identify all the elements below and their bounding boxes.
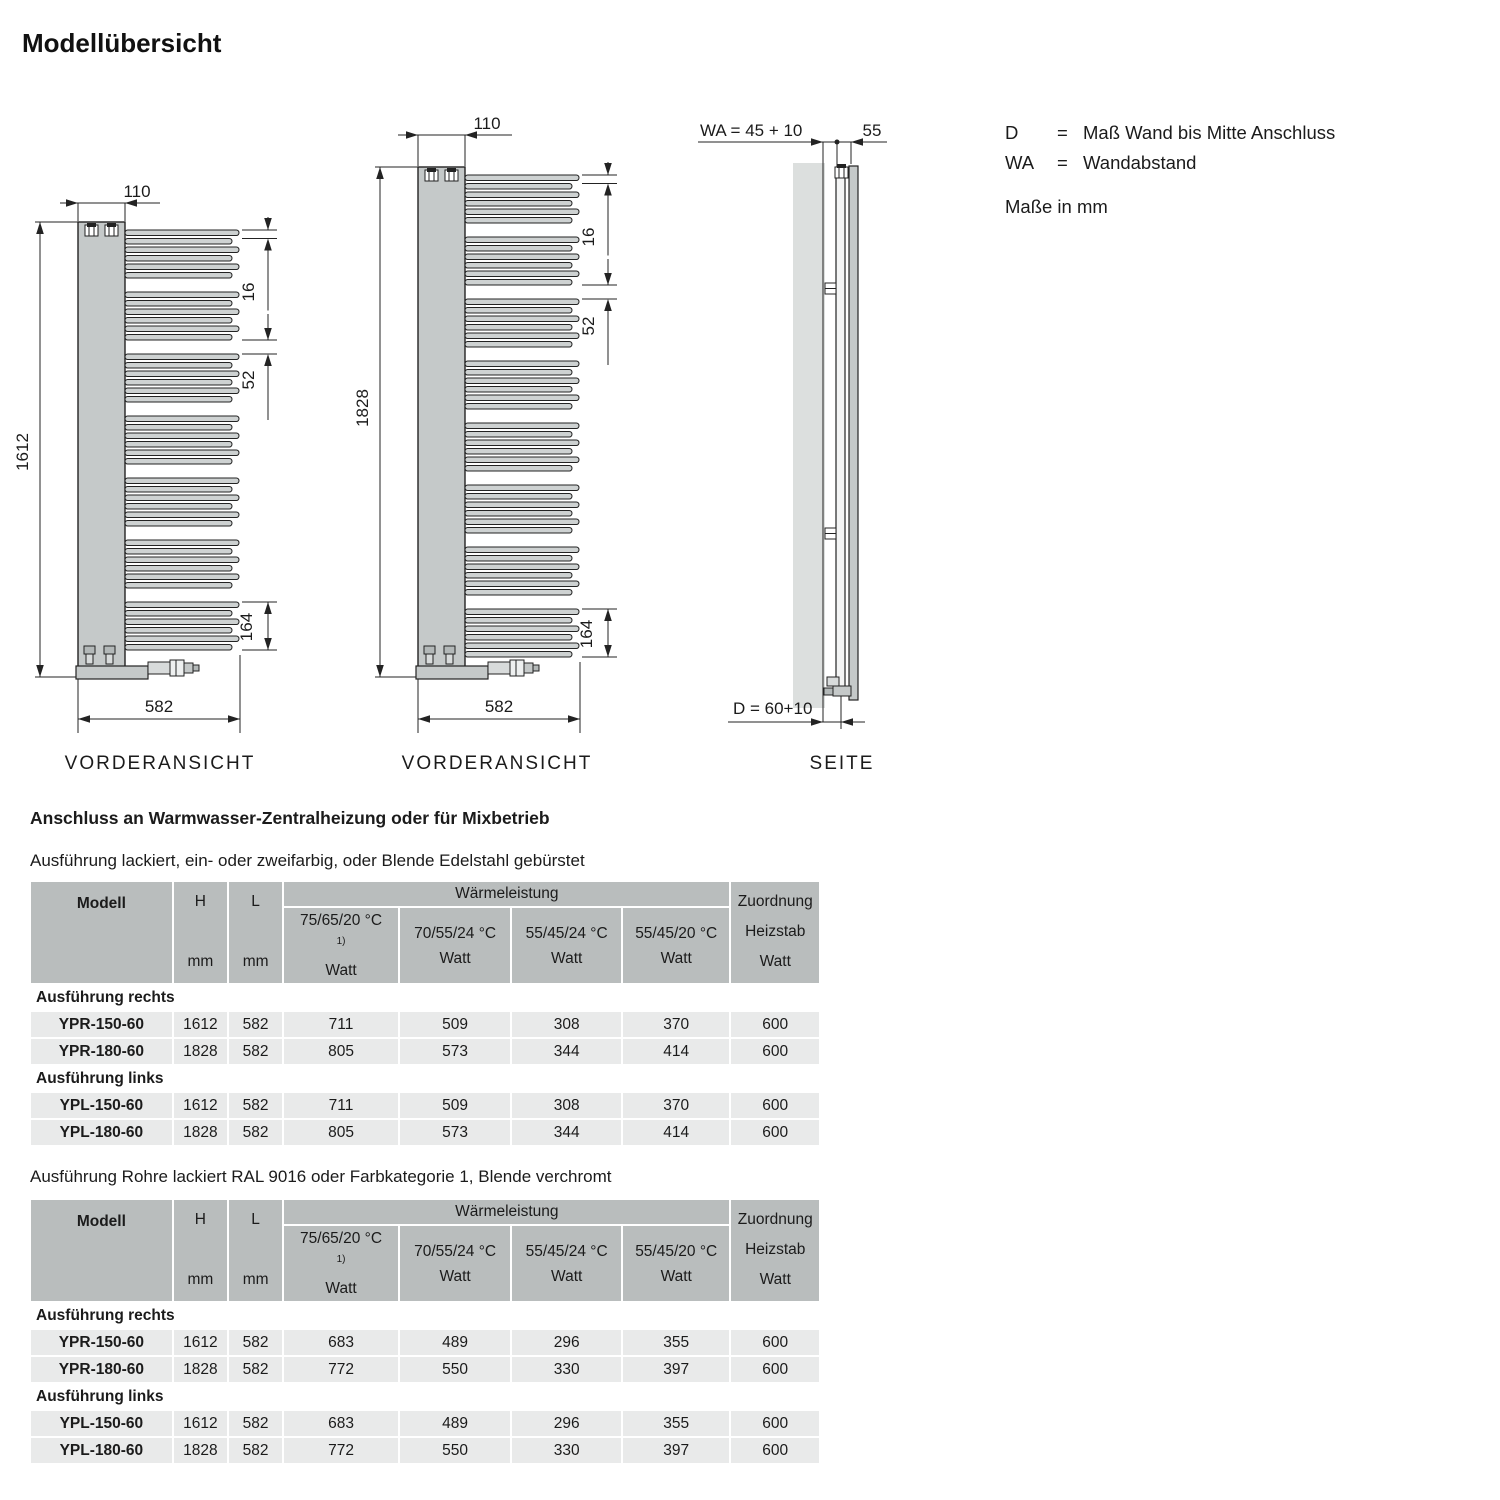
header-temp-75-65-20: 75/65/20 °C $^{1)}$ Watt	[284, 1226, 398, 1301]
side-dim-wall-distance: WA = 45 + 10	[700, 121, 803, 140]
value-cell: 600	[731, 1012, 819, 1037]
value-cell: 1612	[174, 1411, 227, 1436]
front1-dim-group-gap: 52	[239, 370, 258, 390]
value-cell: 600	[731, 1357, 819, 1382]
value-cell: 397	[623, 1438, 730, 1463]
value-cell: 582	[229, 1330, 282, 1355]
header-model: Modell	[31, 882, 172, 983]
value-cell: 330	[512, 1438, 621, 1463]
front2-dim-bottom-width: 582	[484, 697, 514, 716]
value-cell: 1828	[174, 1438, 227, 1463]
legend-definition: Maß Wand bis Mitte Anschluss	[1083, 122, 1336, 143]
value-cell: 582	[229, 1411, 282, 1436]
model-cell: YPL-180-60	[31, 1120, 172, 1145]
front2-dim-tube-gap: 16	[579, 227, 598, 247]
header-height: H mm	[174, 1200, 227, 1301]
value-cell: 772	[284, 1438, 398, 1463]
value-cell: 772	[284, 1357, 398, 1382]
value-cell: 296	[512, 1330, 621, 1355]
value-cell: 711	[284, 1093, 398, 1118]
table-row	[31, 1093, 819, 1118]
front2-dim-group-gap: 52	[579, 316, 598, 336]
model-cell: YPR-180-60	[31, 1039, 172, 1064]
table-section-row	[31, 1066, 819, 1091]
front2-dim-height: 1828	[353, 389, 372, 427]
model-cell: YPL-150-60	[31, 1093, 172, 1118]
value-cell: 805	[284, 1039, 398, 1064]
value-cell: 1612	[174, 1330, 227, 1355]
footnote-marker: 1)	[336, 935, 346, 947]
value-cell: 1612	[174, 1093, 227, 1118]
value-cell: 397	[623, 1357, 730, 1382]
model-cell: YPL-180-60	[31, 1438, 172, 1463]
model-cell: YPR-180-60	[31, 1357, 172, 1382]
value-cell: 308	[512, 1093, 621, 1118]
value-cell: 600	[731, 1093, 819, 1118]
table-row	[31, 1120, 819, 1145]
header-assignment: Zuordnung Heizstab Watt	[731, 1200, 819, 1301]
value-cell: 489	[400, 1411, 511, 1436]
technical-drawings	[0, 0, 1000, 800]
spec-table-verchromt	[29, 1198, 821, 1465]
page-title: Modellübersicht	[22, 28, 222, 58]
side-view-label: SEITE	[809, 753, 875, 774]
header-temp-70-55-24: 70/55/24 °C Watt	[400, 908, 511, 983]
value-cell: 344	[512, 1120, 621, 1145]
header-temp-55-45-24: 55/45/24 °C Watt	[512, 1226, 621, 1301]
value-cell: 489	[400, 1330, 511, 1355]
value-cell: 509	[400, 1012, 511, 1037]
section-label: Ausführung rechts	[31, 985, 819, 1010]
table-header	[31, 882, 819, 983]
value-cell: 711	[284, 1012, 398, 1037]
value-cell: 600	[731, 1411, 819, 1436]
header-temp-55-45-20: 55/45/20 °C Watt	[623, 1226, 730, 1301]
model-cell: YPR-150-60	[31, 1330, 172, 1355]
front1-dim-top-width: 110	[123, 182, 151, 201]
value-cell: 1828	[174, 1357, 227, 1382]
front1-dim-bottom-width: 582	[144, 697, 174, 716]
table-row	[31, 1438, 819, 1463]
front2-view-label: VORDERANSICHT	[401, 753, 593, 774]
footnote-marker: 1)	[336, 1253, 346, 1265]
value-cell: 355	[623, 1330, 730, 1355]
header-performance: Wärmeleistung	[284, 1200, 729, 1224]
value-cell: 308	[512, 1012, 621, 1037]
value-cell: 414	[623, 1039, 730, 1064]
header-height: H mm	[174, 882, 227, 983]
table-section-row	[31, 1384, 819, 1409]
table-row	[31, 1357, 819, 1382]
value-cell: 296	[512, 1411, 621, 1436]
legend-row-d	[1005, 122, 1335, 144]
legend	[1005, 122, 1335, 218]
value-cell: 330	[512, 1357, 621, 1382]
legend-term: WA	[1005, 152, 1035, 173]
drawing-geometry	[35, 131, 887, 733]
value-cell: 573	[400, 1120, 511, 1145]
value-cell: 582	[229, 1120, 282, 1145]
section-label: Ausführung links	[31, 1384, 819, 1409]
table-header	[31, 1200, 819, 1301]
header-length: L mm	[229, 882, 282, 983]
table-section-row	[31, 1303, 819, 1328]
section-label: Ausführung links	[31, 1066, 819, 1091]
value-cell: 582	[229, 1357, 282, 1382]
value-cell: 582	[229, 1438, 282, 1463]
value-cell: 355	[623, 1411, 730, 1436]
front1-dim-height: 1612	[13, 433, 32, 471]
value-cell: 1828	[174, 1039, 227, 1064]
section-label: Ausführung rechts	[31, 1303, 819, 1328]
value-cell: 370	[623, 1093, 730, 1118]
side-dim-depth: 55	[862, 121, 882, 140]
table2-caption: Ausführung Rohre lackiert RAL 9016 oder Farbkategorie 1, Blende verchromt	[30, 1167, 612, 1186]
value-cell: 600	[731, 1120, 819, 1145]
value-cell: 550	[400, 1357, 511, 1382]
table-body	[31, 1303, 819, 1463]
table-body	[31, 985, 819, 1145]
header-length: L mm	[229, 1200, 282, 1301]
table-row	[31, 1012, 819, 1037]
front1-dim-bottom-group: 164	[237, 612, 256, 642]
value-cell: 573	[400, 1039, 511, 1064]
units-note: Maße in mm	[1005, 196, 1108, 217]
value-cell: 600	[731, 1039, 819, 1064]
front2-dim-top-width: 110	[473, 114, 501, 133]
legend-term: D	[1005, 122, 1019, 143]
table-row	[31, 1330, 819, 1355]
side-dim-connection: D = 60+10	[733, 699, 813, 718]
value-cell: 683	[284, 1330, 398, 1355]
value-cell: 582	[229, 1012, 282, 1037]
value-cell: 1828	[174, 1120, 227, 1145]
model-cell: YPR-150-60	[31, 1012, 172, 1037]
value-cell: 344	[512, 1039, 621, 1064]
legend-row-wa	[1005, 152, 1335, 174]
front1-view-label: VORDERANSICHT	[64, 753, 256, 774]
header-assignment: Zuordnung Heizstab Watt	[731, 882, 819, 983]
header-temp-70-55-24: 70/55/24 °C Watt	[400, 1226, 511, 1301]
value-cell: 414	[623, 1120, 730, 1145]
value-cell: 509	[400, 1093, 511, 1118]
legend-eq: =	[1057, 152, 1068, 173]
value-cell: 550	[400, 1438, 511, 1463]
front1-dim-tube-gap: 16	[239, 282, 258, 302]
value-cell: 600	[731, 1330, 819, 1355]
header-temp-55-45-20: 55/45/20 °C Watt	[623, 908, 730, 983]
header-model: Modell	[31, 1200, 172, 1301]
table-row	[31, 1039, 819, 1064]
header-temp-55-45-24: 55/45/24 °C Watt	[512, 908, 621, 983]
section-heading: Anschluss an Warmwasser-Zentralheizung oder für Mixbetrieb	[30, 808, 550, 828]
table-row	[31, 1411, 819, 1436]
legend-definition: Wandabstand	[1083, 152, 1197, 173]
table-section-row	[31, 985, 819, 1010]
model-cell: YPL-150-60	[31, 1411, 172, 1436]
value-cell: 370	[623, 1012, 730, 1037]
value-cell: 582	[229, 1093, 282, 1118]
legend-eq: =	[1057, 122, 1068, 143]
value-cell: 1612	[174, 1012, 227, 1037]
spec-table-warmwasser	[29, 880, 821, 1147]
value-cell: 600	[731, 1438, 819, 1463]
value-cell: 582	[229, 1039, 282, 1064]
value-cell: 683	[284, 1411, 398, 1436]
front2-dim-bottom-group: 164	[577, 619, 596, 649]
header-performance: Wärmeleistung	[284, 882, 729, 906]
value-cell: 805	[284, 1120, 398, 1145]
table1-caption: Ausführung lackiert, ein- oder zweifarbig, oder Blende Edelstahl gebürstet	[30, 851, 585, 870]
header-temp-75-65-20: 75/65/20 °C $^{1)}$ Watt	[284, 908, 398, 983]
